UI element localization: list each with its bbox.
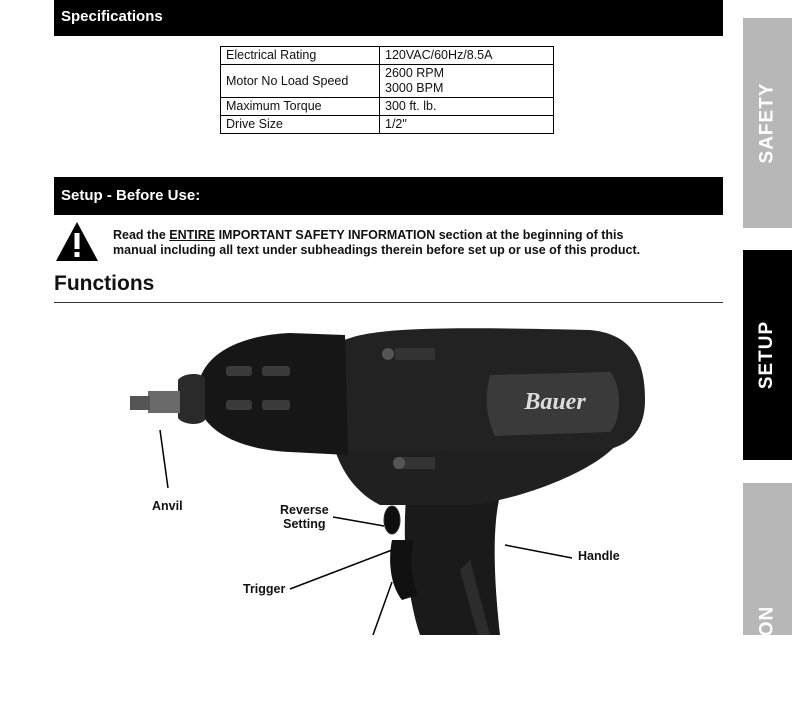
spec-value: 120VAC/60Hz/8.5A [380,47,554,65]
spec-value-line: 3000 BPM [385,81,444,95]
warning-prefix: Read the [113,228,170,242]
case-vent [226,366,252,376]
anvil [148,391,180,413]
trigger-label: Trigger [243,582,286,596]
case-vent [226,400,252,410]
case-vent [262,366,290,376]
spec-label: Motor No Load Speed [221,65,380,98]
tab-setup-label: SETUP [756,320,778,390]
reverse-switch [384,506,400,534]
handle-leader-line [505,545,572,558]
tab-operation[interactable] [743,483,792,726]
setup-heading: Setup - Before Use: [54,177,723,215]
warning-line-2: manual including all text under subheadings therein before set up or use of this product. [113,243,641,257]
tab-safety-label: SAFETY [756,82,778,164]
tab-safety[interactable] [743,18,792,228]
brand-logo: Bauer [524,389,586,415]
bolt-head-top [382,348,394,360]
nose-ring [178,374,205,424]
anvil-tip [130,396,150,410]
specifications-heading: Specifications [54,0,723,36]
warning-line1-suffix: IMPORTANT SAFETY INFORMATION section at the beginning of this [215,228,624,242]
reverse-setting-label [280,503,329,531]
hammer-case [200,333,348,455]
spec-label: Electrical Rating [221,47,380,65]
lower-leader-line [373,582,392,635]
trigger-leader-line [290,550,392,589]
reverse-label-line-2: Setting [283,517,326,531]
spec-value-line: 2600 RPM [385,66,445,80]
functions-title: Functions [54,272,155,295]
anvil-leader-line [160,430,168,488]
case-vent [262,400,290,410]
spec-label: Drive Size [221,116,380,134]
anvil-label: Anvil [152,499,183,513]
spec-label: Maximum Torque [221,98,380,116]
bolt-head-bottom [393,457,405,469]
reverse-leader-line [333,517,384,526]
tab-operation-label: OPERATION [756,605,778,726]
tab-setup[interactable] [743,250,792,460]
warning-emphasis: ENTIRE [169,228,216,242]
housing-bolt-top [395,348,435,360]
spec-value: 300 ft. lb. [380,98,554,116]
spec-value: 1/2" [380,116,554,134]
handle-label: Handle [578,549,620,563]
reverse-label-line-1: Reverse [280,503,329,517]
